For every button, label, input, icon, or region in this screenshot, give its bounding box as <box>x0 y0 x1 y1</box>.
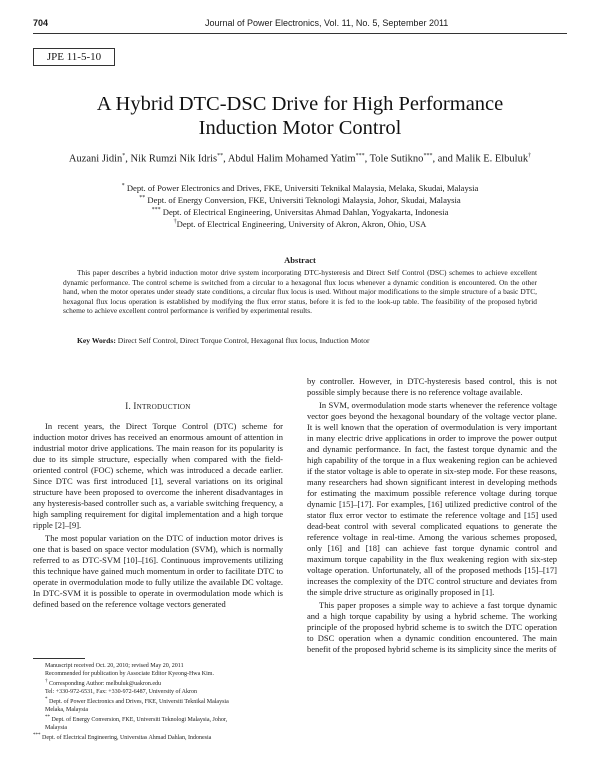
paper-title-line-1: A Hybrid DTC-DSC Drive for High Performance <box>96 93 504 115</box>
footnote-recommended: Recommended for publication by Associate Editor Kyeong-Hwa Kim. <box>45 671 214 677</box>
header-rule <box>33 33 567 34</box>
affiliation-mark: ** <box>139 195 146 201</box>
body-paragraph: This paper proposes a simple way to achieve a fast torque dynamic and a high torque capability by using a hybrid scheme. The working principle of the proposed hybrid scheme is to switch the DTC operation to DSC operation when a dynamic condition encountered. The main benefit of the proposed hybrid scheme is its simplicity since the merits of <box>307 600 557 654</box>
author-list <box>20 153 580 165</box>
footnote-rule <box>33 658 85 659</box>
section-numeral: I. <box>125 401 131 411</box>
author-mark: ** <box>217 153 224 159</box>
left-column <box>33 421 283 612</box>
footnote-mark: * <box>45 697 48 702</box>
footnote-mark: ** <box>45 715 50 720</box>
keywords-label: Key Words: <box>77 336 116 345</box>
abstract-text: This paper describes a hybrid induction motor drive system incorporating DTC-hysteresis and Direct Self Control (DSC) schemes to achieve excellent dynamic performance. The control scheme is switched from a circular to a hexagonal flux locus whenever a dynamic condition is encountered. On the other hand, when the motor operates under steady state conditions, a circular flux locus is used. Without major modifications to the simple structure of a basic DTC, hexagonal flux locus operation is established by modifying the flux error status, before it is fed to the look-up table. The feasibility of the proposed hybrid scheme to achieve excellent control performance is verified by experimental results. <box>63 268 537 316</box>
affiliation-text: Dept. of Energy Conversion, FKE, Universiti Teknologi Malaysia, Johor, Skudai, Malaysia <box>147 194 461 205</box>
affiliation-mark: *** <box>151 207 161 213</box>
body-paragraph: In recent years, the Direct Torque Control (DTC) scheme for induction motor drives has received an enormous amount of attention in industrial motor drive applications. The main reason for its popularity is due to its simple structure, especially when compared with the field-oriented control (FOC) scheme, which was introduced a decade earlier. Since DTC was first introduced [1], several variations on its original structure have been proposed to overcome the inherent disadvantages in any hysteresis-based controller such as, a variable switching frequency, a high sampling requirement for digital implementation and a high torque ripple [2]–[9]. <box>33 421 283 530</box>
author-separator: , <box>223 153 228 165</box>
author-mark: *** <box>355 153 365 159</box>
affiliation-text: Dept. of Electrical Engineering, Universitas Ahmad Dahlan, Yogyakarta, Indonesia <box>162 206 449 217</box>
paper-title-line-2: Induction Motor Control <box>198 117 402 139</box>
section-heading <box>33 401 283 411</box>
author-separator: , <box>125 153 131 165</box>
author-mark: *** <box>423 153 433 159</box>
affiliation-mark: † <box>173 219 177 225</box>
affiliation-mark: * <box>121 183 125 189</box>
author-name: Auzani Jidin <box>68 153 123 165</box>
footnote-affiliation: ** Dept. of Energy Conversion, FKE, Universiti Teknologi Malaysia, Johor, <box>45 715 228 723</box>
footnotes <box>33 662 285 742</box>
author-name: Tole Sutikno <box>369 153 424 165</box>
section-title-rest: NTRODUCTION <box>136 403 191 411</box>
article-code: JPE 11-5-10 <box>33 48 115 66</box>
author-name: Malik E. Elbuluk <box>455 153 529 165</box>
right-column <box>307 376 557 657</box>
footnote-affiliation: *** Dept. of Electrical Engineering, Universitas Ahmad Dahlan, Indonesia <box>33 733 212 741</box>
footnote-mark: † <box>45 679 48 684</box>
section-initial: I <box>133 401 137 411</box>
footnote-affiliation-cont: Malaysia <box>45 725 67 731</box>
footnote-tel: Tel: +330-972-6531, Fax: +330-972-6487, University of Akron <box>45 689 197 695</box>
body-paragraph: by controller. However, in DTC-hysteresis based control, this is not possible simply because there is no reference voltage available. <box>307 376 557 397</box>
journal-name: Journal of Power Electronics, Vol. 11, No. 5, September 2011 <box>205 18 449 28</box>
keywords <box>63 336 537 346</box>
affiliation-text: Dept. of Electrical Engineering, University of Akron, Akron, Ohio, USA <box>176 218 427 229</box>
footnote-received: Manuscript received Oct. 20, 2010; revised May 20, 2011 <box>45 663 184 669</box>
footnote-affiliation: * Dept. of Power Electronics and Drives, FKE, Universiti Teknikal Malaysia <box>45 697 229 705</box>
author-mark: * <box>122 153 126 159</box>
affiliation <box>40 216 560 230</box>
keywords-text: Direct Self Control, Direct Torque Control, Hexagonal flux locus, Induction Motor <box>117 336 370 345</box>
affiliation-text: Dept. of Power Electronics and Drives, FKE, Universiti Teknikal Malaysia, Melaka, Skudai, Malaysia <box>126 182 479 193</box>
author-separator: , <box>364 153 370 165</box>
page-number: 704 <box>33 18 49 28</box>
footnote-mark: *** <box>33 733 41 738</box>
abstract-heading: Abstract <box>284 255 316 265</box>
running-header <box>33 18 567 32</box>
author-name: Nik Rumzi Nik Idris <box>130 153 218 165</box>
body-paragraph: In SVM, overmodulation mode starts whenever the reference voltage vector goes beyond the hexagonal boundary of the voltage vector plane. It is well known that the operation of overmodulation is very important in many electric drive applications in order to improve the power output and dynamic performance. In fact, the fastest torque dynamic and the high capability of the torque in a flux weakening region can be achieved if the stator voltage is able to operate in six-step mode. For these reasons, many researchers had shown significant interest in developing methods for estimating the maximum possible reference voltage during torque dynamic [15]–[17]. For examples, [16] utilized predictive control of the stator flux error vector to estimate the reference voltage and [15] used dead-beat control with several complicated equations to generate the reference voltage in real-time. Among the various schemes proposed, only [16] and [18] can achieve fast torque dynamic control and maximum torque capability in the flux weakening region with six-step voltage operation. Unfortunately, all of the proposed methods [15]–[17] increases the complexity of the DTC control structure and deviates from the simple drive structure as originally proposed in [1]. <box>307 400 557 597</box>
footnote-corresponding: † Corresponding Author: melbuluk@uakron.edu <box>45 679 162 687</box>
author-mark: † <box>528 153 532 159</box>
author-separator: , and <box>432 153 456 165</box>
footnote-affiliation-cont: Melaka, Malaysia <box>45 707 88 713</box>
body-paragraph: The most popular variation on the DTC of induction motor drives is one that is based on space vector modulation (SVM), which is normally referred to as DTC-SVM [10]–[16]. Continuous improvements utilizing this technique have gained much momentum in order to facilitate DTC to operate in overmodulation mode to fully utilize the available DC voltage. In DTC-SVM it is possible to operate in overmodulation mode which is defined based on the reference voltage vectors generated <box>33 533 283 609</box>
author-name: Abdul Halim Mohamed Yatim <box>227 153 356 165</box>
